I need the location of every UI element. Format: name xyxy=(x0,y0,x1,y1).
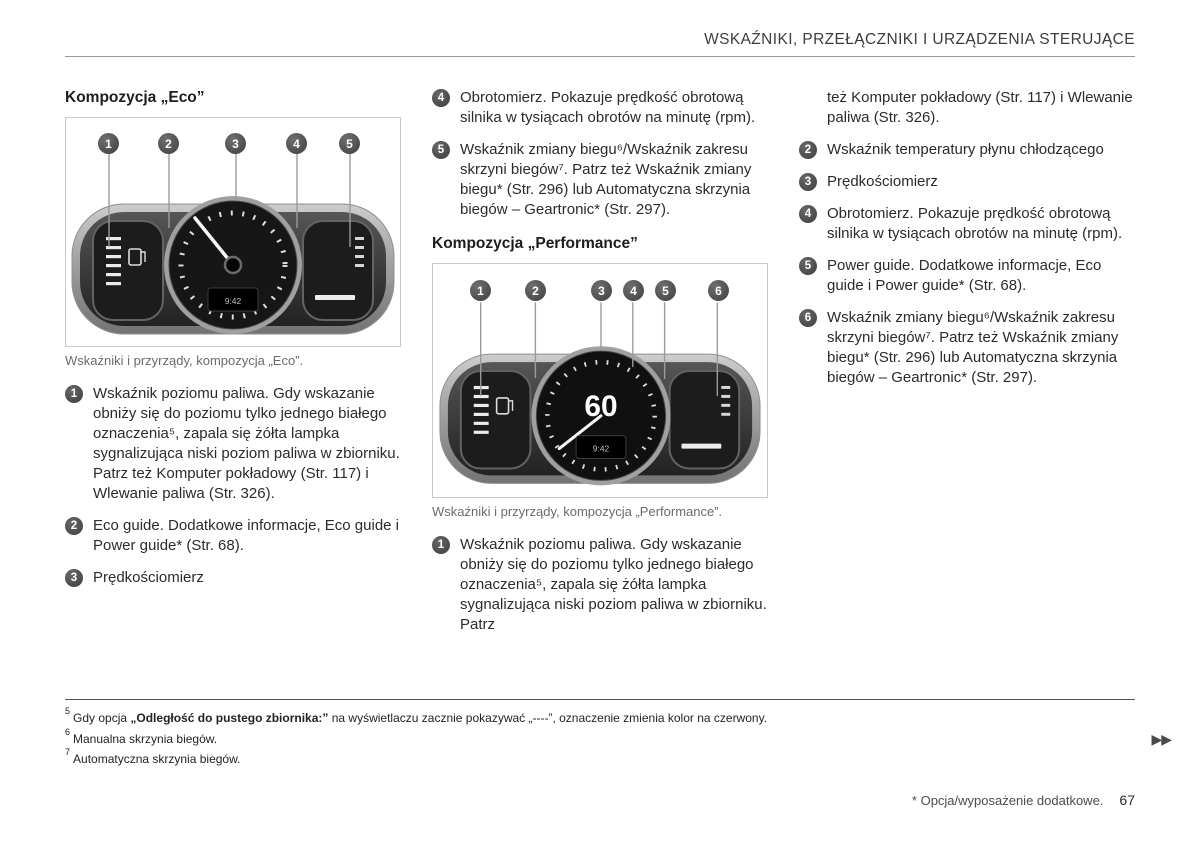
figure-id: G046653 xyxy=(754,405,762,432)
footnote-5 xyxy=(65,706,1135,727)
figure-callout-5: 5 xyxy=(655,280,676,301)
figure-caption-performance: Wskaźniki i przyrządy, kompozycja „Performance”. xyxy=(432,504,723,519)
gear-display xyxy=(670,371,740,468)
footnote-text: Manualna skrzynia biegów. xyxy=(73,731,218,746)
item-number-badge: 1 xyxy=(432,536,450,554)
item-number-badge: 3 xyxy=(799,173,817,191)
footnote-text: Gdy opcja xyxy=(73,711,131,725)
clock-readout: 9:42 xyxy=(224,296,242,306)
list-item-eco-1 xyxy=(65,384,401,504)
item-number-badge: 1 xyxy=(65,385,83,403)
item-number-badge: 5 xyxy=(432,141,450,159)
page-number: 67 xyxy=(1119,792,1135,808)
clock-readout: 9:42 xyxy=(592,443,610,454)
section-heading-performance: Kompozycja „Performance” xyxy=(432,235,638,252)
item-number-badge: 2 xyxy=(65,517,83,535)
item-number-badge: 2 xyxy=(799,141,817,159)
list-item-eco-3 xyxy=(65,568,401,588)
footnote-marker: 6 xyxy=(65,726,71,737)
page-footer xyxy=(912,792,1135,808)
figure-callout-5: 5 xyxy=(339,133,360,154)
item-number-badge: 4 xyxy=(432,89,450,107)
figure-callout-4: 4 xyxy=(286,133,307,154)
list-item-perf-5 xyxy=(799,256,1135,296)
item-text: Wskaźnik temperatury płynu chłodzącego xyxy=(827,141,1104,158)
list-item-perf-3 xyxy=(799,172,1135,192)
page-header-title: WSKAŹNIKI, PRZEŁĄCZNIKI I URZĄDZENIA STERUJĄCE xyxy=(704,31,1135,48)
list-item-eco-2 xyxy=(65,516,401,556)
item-text-continuation: też Komputer pokładowy (Str. 117) i Wlewanie paliwa (Str. 326). xyxy=(827,89,1133,126)
continuation-arrows-icon: ▶▶ xyxy=(1151,731,1171,747)
footnote-bold-text: „Odległość do pustego zbiornika:” xyxy=(130,711,329,725)
column-middle xyxy=(432,88,768,647)
figure-eco-cluster xyxy=(65,117,401,347)
footnote-marker: 5 xyxy=(65,706,71,716)
item-text: Obrotomierz. Pokazuje prędkość obrotową silnika w tysiącach obrotów na minutę (rpm). xyxy=(460,89,756,126)
item-text: Power guide. Dodatkowe informacje, Eco guide i Power guide* (Str. 68). xyxy=(827,257,1102,294)
speedometer xyxy=(164,196,302,334)
figure-callout-6: 6 xyxy=(708,280,729,301)
footnote-marker: 7 xyxy=(65,747,71,757)
item-text: Wskaźnik zmiany biegu⁶/Wskaźnik zakresu skrzyni biegów⁷. Patrz też Wskaźnik zmiany biegu* (Str. 296) lub Automatyczna skrzynia biegów – Geartronic* (Str. 297). xyxy=(460,141,752,218)
item-number-badge: 5 xyxy=(799,257,817,275)
column-right xyxy=(799,88,1135,400)
content-columns xyxy=(65,88,1135,647)
item-text: Wskaźnik poziomu paliwa. Gdy wskazanie obniży się do poziomu tylko jednego białego oznaczenia⁵, zapala się żółta lampka sygnalizująca niski poziom paliwa w zbiorniku. Patrz xyxy=(460,536,767,633)
figure-callout-2: 2 xyxy=(158,133,179,154)
item-text: Obrotomierz. Pokazuje prędkość obrotową silnika w tysiącach obrotów na minutę (rpm). xyxy=(827,205,1123,242)
figure-callout-3: 3 xyxy=(225,133,246,154)
list-item-eco-4 xyxy=(432,88,768,128)
figure-callout-1: 1 xyxy=(98,133,119,154)
header-rule xyxy=(65,56,1135,57)
item-text: Prędkościomierz xyxy=(93,569,204,586)
footnote-6 xyxy=(65,727,1135,748)
item-text: Wskaźnik zmiany biegu⁶/Wskaźnik zakresu skrzyni biegów⁷. Patrz też Wskaźnik zmiany biegu* (Str. 296) lub Automatyczna skrzynia biegów – Geartronic* (Str. 297). xyxy=(827,309,1119,386)
figure-callout-2: 2 xyxy=(525,280,546,301)
figure-id: G046654 xyxy=(387,256,394,283)
footnote-text: Automatyczna skrzynia biegów. xyxy=(73,752,241,766)
list-item-eco-5 xyxy=(432,140,768,220)
list-item-perf-2 xyxy=(799,140,1135,160)
item-text: Wskaźnik poziomu paliwa. Gdy wskazanie obniży się do poziomu tylko jednego białego oznaczenia⁵, zapala się żółta lampka sygnalizująca niski poziom paliwa w zbiorniku. Patrz też Komputer pokładowy (Str. 117) i Wlewanie paliwa (Str. 326). xyxy=(93,385,400,502)
footnotes xyxy=(65,699,1135,768)
list-item-perf-4 xyxy=(799,204,1135,244)
item-number-badge: 3 xyxy=(65,569,83,587)
info-display xyxy=(303,221,373,320)
figure-performance-cluster xyxy=(432,263,768,498)
figure-caption-eco: Wskaźniki i przyrządy, kompozycja „Eco”. xyxy=(65,353,304,368)
list-item-perf-6 xyxy=(799,308,1135,388)
item-number-badge: 4 xyxy=(799,205,817,223)
tachometer xyxy=(531,346,670,485)
fuel-gauge xyxy=(93,221,163,320)
item-text: Eco guide. Dodatkowe informacje, Eco guide i Power guide* (Str. 68). xyxy=(93,517,400,554)
section-heading-eco: Kompozycja „Eco” xyxy=(65,89,205,106)
column-eco xyxy=(65,88,401,600)
option-note: * Opcja/wyposażenie dodatkowe. xyxy=(911,793,1104,808)
fuel-gauge xyxy=(461,371,531,468)
footnote-text: na wyświetlaczu zacznie pokazywać „----”, oznaczenie zmienia kolor na czerwony. xyxy=(328,711,768,725)
item-text: Prędkościomierz xyxy=(827,173,938,190)
figure-callout-4: 4 xyxy=(623,280,644,301)
footnote-7 xyxy=(65,747,1135,768)
item-number-badge: 6 xyxy=(799,309,817,327)
figure-callout-1: 1 xyxy=(470,280,491,301)
speed-readout: 60 xyxy=(584,389,618,423)
figure-callout-3: 3 xyxy=(591,280,612,301)
list-item-perf-1 xyxy=(432,535,768,635)
